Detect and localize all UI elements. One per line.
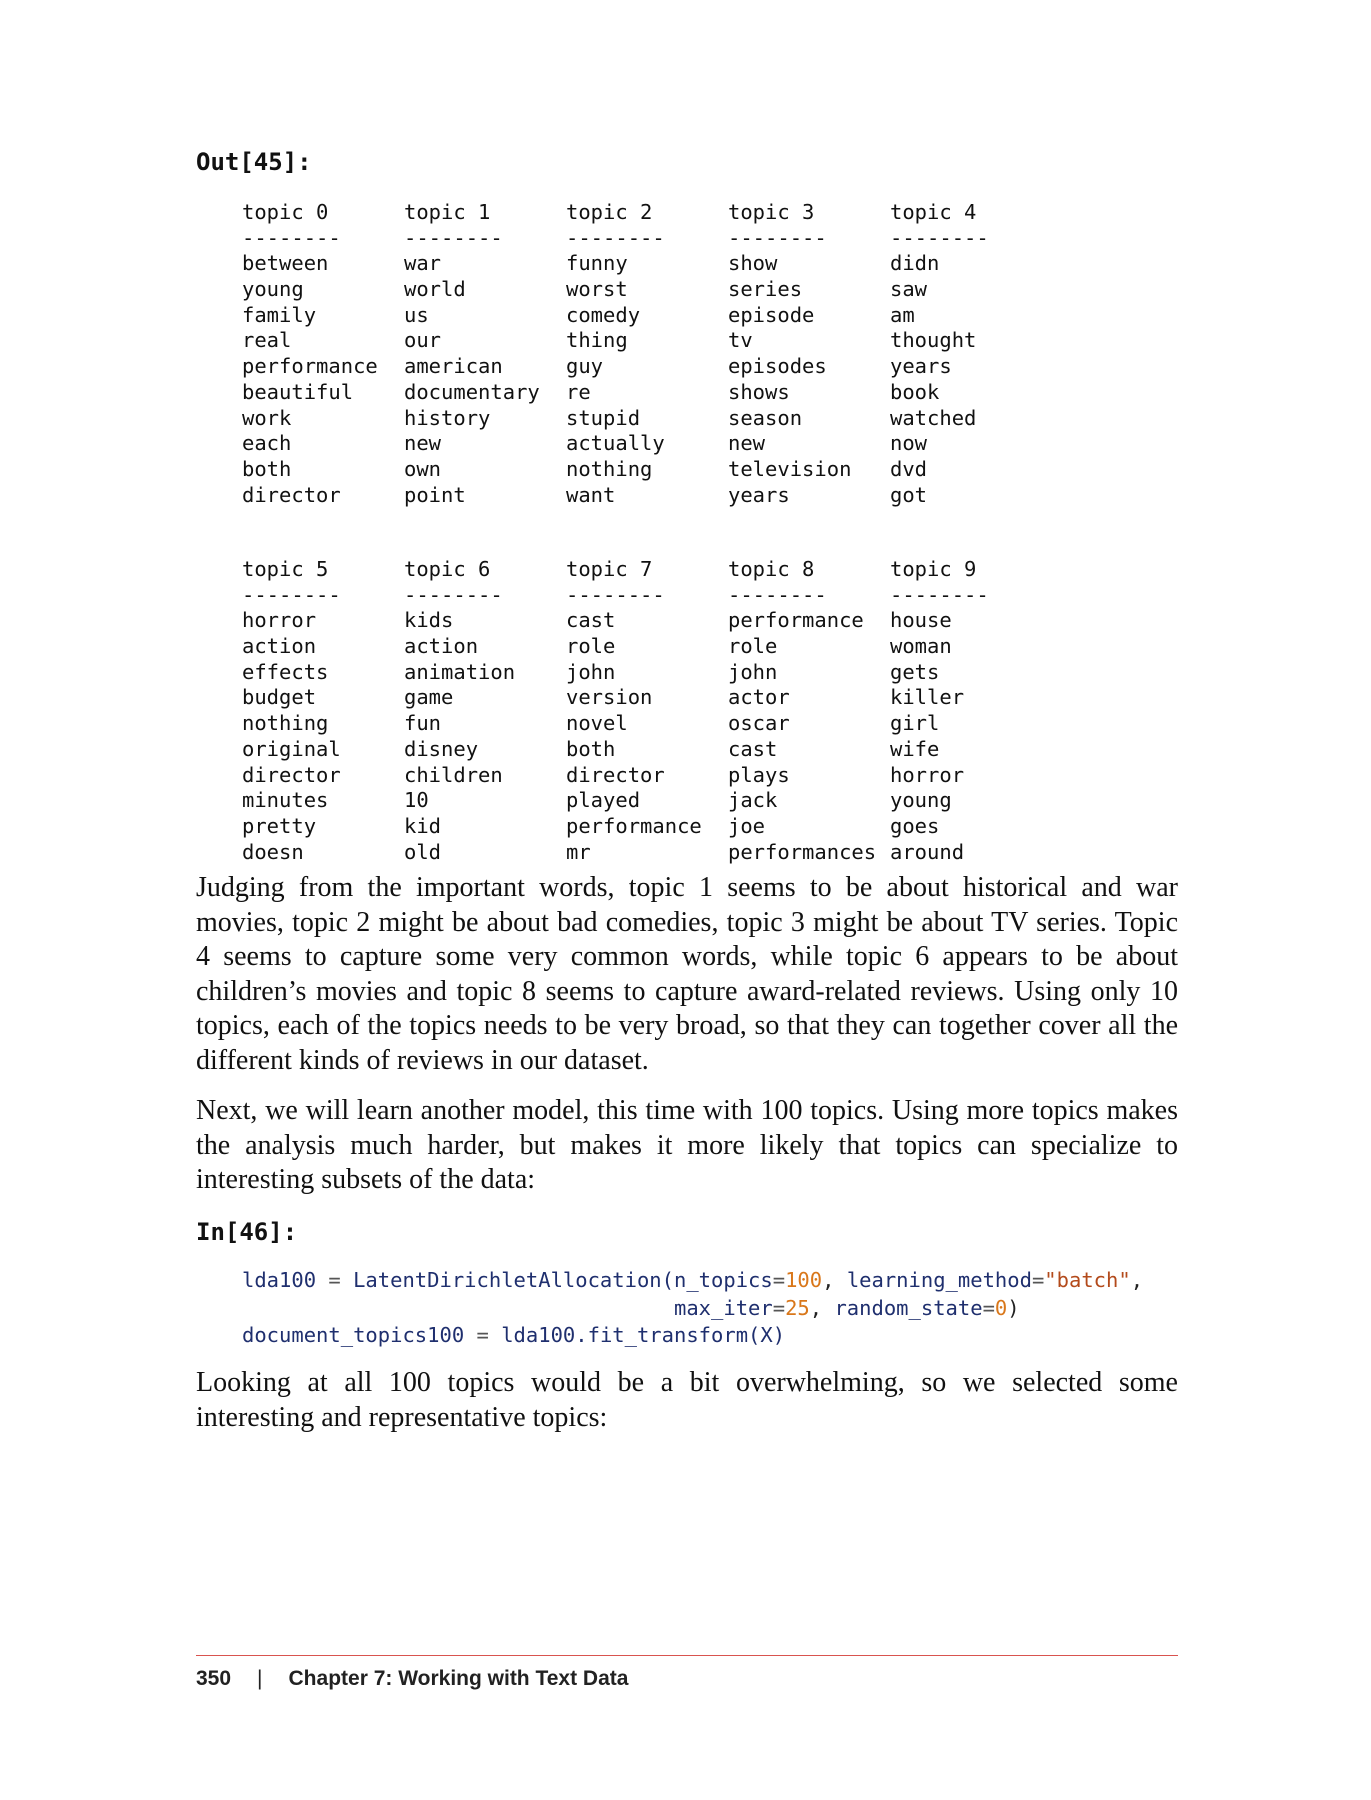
topic-word: wife (890, 736, 940, 761)
topic-word: saw (890, 277, 928, 302)
code-token: = (982, 1295, 995, 1320)
topic-word: comedy (566, 302, 641, 327)
topic-column (890, 557, 1052, 865)
topic-word: own (404, 456, 442, 481)
topic-word: doesn (242, 839, 304, 864)
topic-word: kids (404, 608, 454, 633)
code-token: , (809, 1295, 835, 1320)
topic-word: documentary (404, 379, 540, 404)
topic-word: role (566, 634, 616, 659)
output-cell-label: Out[45]: (196, 148, 312, 176)
topic-word: budget (242, 685, 317, 710)
topic-word: performance (728, 608, 864, 633)
topic-word: real (242, 328, 292, 353)
footer-separator: | (257, 1667, 263, 1690)
code-token: document_topics100 (242, 1323, 465, 1347)
topic-word: director (242, 762, 341, 787)
topic-word: director (566, 762, 665, 787)
body-paragraph-2: Next, we will learn another model, this time with 100 topics. Using more topics makes the analysis much harder, but makes it more likely that topics can specialize to interesting subsets of the data: (196, 1095, 1178, 1195)
topic-word: dvd (890, 456, 928, 481)
topic-word: cast (566, 608, 616, 633)
topic-word: action (242, 634, 317, 659)
topic-word: young (242, 277, 304, 302)
topic-divider: -------- (566, 225, 665, 250)
page-number: 350 (196, 1667, 232, 1690)
topic-word: jack (728, 788, 778, 813)
topic-word: disney (404, 736, 479, 761)
topic-word: killer (890, 685, 965, 710)
topic-word: played (566, 788, 641, 813)
topic-header: topic 7 (566, 557, 653, 581)
topic-word: john (728, 659, 778, 684)
topic-word: both (242, 456, 292, 481)
topic-column (242, 557, 404, 865)
topic-word: re (566, 379, 591, 404)
code-token: , (1130, 1268, 1144, 1292)
code-token: lda100.fit_transform(X) (501, 1323, 786, 1347)
topic-word: got (890, 482, 928, 507)
topic-word: series (728, 277, 803, 302)
topic-word: young (890, 788, 952, 813)
topic-word: am (890, 302, 915, 327)
page-footer (196, 1667, 628, 1691)
topic-column (242, 200, 404, 508)
topic-divider: -------- (242, 582, 341, 607)
topic-word: thing (566, 328, 628, 353)
code-token: = (316, 1268, 354, 1292)
topic-word: actor (728, 685, 790, 710)
topic-word: horror (890, 762, 965, 787)
topic-header: topic 9 (890, 557, 977, 581)
topic-word: episodes (728, 354, 827, 379)
topic-word: 10 (404, 788, 429, 813)
topic-word: goes (890, 813, 940, 838)
code-token: 25 (785, 1295, 810, 1320)
topic-word: funny (566, 251, 628, 276)
topic-header: topic 6 (404, 557, 491, 581)
topic-divider: -------- (728, 582, 827, 607)
topic-word: years (890, 354, 952, 379)
topic-word: old (404, 839, 442, 864)
topic-word: novel (566, 711, 628, 736)
footer-rule (196, 1655, 1178, 1656)
topic-word: actually (566, 431, 665, 456)
code-token: , (822, 1268, 847, 1292)
topic-divider: -------- (404, 225, 503, 250)
topic-word: our (404, 328, 442, 353)
topic-divider: -------- (566, 582, 665, 607)
topic-column (566, 200, 728, 508)
topic-header: topic 8 (728, 557, 815, 581)
topic-word: season (728, 405, 803, 430)
topic-word: horror (242, 608, 317, 633)
chapter-title: Chapter 7: Working with Text Data (288, 1667, 629, 1690)
topic-word: episode (728, 302, 815, 327)
code-token: max_iter (673, 1295, 773, 1320)
topic-word: original (242, 736, 341, 761)
body-paragraph-3: Looking at all 100 topics would be a bit overwhelming, so we selected some interesting and representative topics: (196, 1367, 1178, 1433)
code-token: = (464, 1323, 502, 1347)
body-paragraph-1: Judging from the important words, topic 1 seems to be about historical and war movies, topic 2 might be about bad comedies, topic 3 might be about TV series. Topic 4 seems to capture some very common words, while topic 6 appears to be about children’s movies and topic 8 seems to capture award-related reviews. Using only 10 topics, each of the topics needs to be very broad, so that they can together cover all the different kinds of reviews in our dataset. (196, 872, 1178, 1076)
topic-word: thought (890, 328, 977, 353)
topic-word: stupid (566, 405, 641, 430)
code-block (242, 1267, 1143, 1350)
topic-word: john (566, 659, 616, 684)
topic-word: woman (890, 634, 952, 659)
topic-divider: -------- (890, 582, 989, 607)
topic-word: game (404, 685, 454, 710)
topic-word: us (404, 302, 429, 327)
topic-word: plays (728, 762, 790, 787)
topic-word: want (566, 482, 616, 507)
code-token: 0 (994, 1295, 1008, 1320)
topic-word: around (890, 839, 965, 864)
code-token: = (1031, 1268, 1045, 1292)
topic-header: topic 1 (404, 200, 491, 224)
code-token: ) (1007, 1295, 1020, 1320)
topic-word: pretty (242, 813, 317, 838)
topic-word: world (404, 277, 466, 302)
topic-word: television (728, 456, 852, 481)
input-cell-label: In[46]: (196, 1218, 298, 1246)
topic-divider: -------- (890, 225, 989, 250)
topic-header: topic 2 (566, 200, 653, 224)
topic-column (404, 200, 566, 508)
code-token: = (772, 1268, 786, 1292)
topic-header: topic 3 (728, 200, 815, 224)
topic-divider: -------- (728, 225, 827, 250)
topic-word: animation (404, 659, 516, 684)
topic-header: topic 0 (242, 200, 329, 224)
topic-word: mr (566, 839, 591, 864)
topic-divider: -------- (242, 225, 341, 250)
topic-word: children (404, 762, 503, 787)
topic-word: american (404, 354, 503, 379)
topic-word: joe (728, 813, 766, 838)
topic-word: version (566, 685, 653, 710)
topic-word: didn (890, 251, 940, 276)
topic-word: oscar (728, 711, 790, 736)
topic-word: nothing (242, 711, 329, 736)
topic-word: house (890, 608, 952, 633)
topic-word: point (404, 482, 466, 507)
code-token: 100 (785, 1268, 823, 1292)
topic-word: worst (566, 277, 628, 302)
topic-word: each (242, 431, 292, 456)
topic-word: beautiful (242, 379, 354, 404)
code-token: n_topics (674, 1268, 773, 1292)
topic-word: new (728, 431, 766, 456)
topic-word: director (242, 482, 341, 507)
code-token (242, 1296, 674, 1320)
topic-word: book (890, 379, 940, 404)
topic-word: minutes (242, 788, 329, 813)
topic-header: topic 5 (242, 557, 329, 581)
topic-word: shows (728, 379, 790, 404)
code-token: "batch" (1044, 1268, 1131, 1292)
topic-word: war (404, 251, 442, 276)
topic-word: tv (728, 328, 753, 353)
topic-word: cast (728, 736, 778, 761)
topic-word: family (242, 302, 317, 327)
topic-word: effects (242, 659, 329, 684)
topic-word: between (242, 251, 329, 276)
topic-column (404, 557, 566, 865)
topic-word: new (404, 431, 442, 456)
topic-table-block-2 (242, 557, 1052, 865)
topic-column (566, 557, 728, 865)
topic-word: years (728, 482, 790, 507)
topic-word: kid (404, 813, 442, 838)
topic-word: fun (404, 711, 442, 736)
topic-word: performance (242, 354, 378, 379)
topic-word: action (404, 634, 479, 659)
topic-divider: -------- (404, 582, 503, 607)
topic-word: role (728, 634, 778, 659)
topic-word: performances (728, 839, 877, 864)
topic-column (890, 200, 1052, 508)
topic-word: now (890, 431, 928, 456)
code-token: random_state (834, 1295, 983, 1320)
topic-word: nothing (566, 456, 653, 481)
code-token: LatentDirichletAllocation( (353, 1268, 674, 1292)
topic-table-block-1 (242, 200, 1052, 508)
code-token: lda100 (242, 1268, 317, 1292)
code-token: = (772, 1295, 786, 1320)
topic-word: performance (566, 813, 702, 838)
topic-word: gets (890, 659, 940, 684)
topic-column (728, 557, 890, 865)
topic-word: watched (890, 405, 977, 430)
topic-word: both (566, 736, 616, 761)
topic-word: guy (566, 354, 604, 379)
topic-word: work (242, 405, 292, 430)
code-token: learning_method (846, 1268, 1032, 1292)
topic-word: show (728, 251, 778, 276)
topic-word: history (404, 405, 491, 430)
topic-column (728, 200, 890, 508)
topic-header: topic 4 (890, 200, 977, 224)
topic-word: girl (890, 711, 940, 736)
